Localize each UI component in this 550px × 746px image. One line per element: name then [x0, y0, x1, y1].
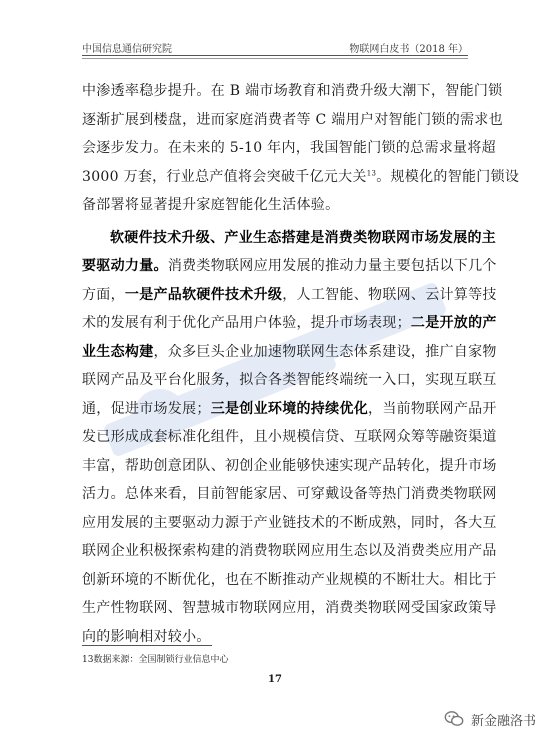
footnote-ref: 13 [366, 168, 377, 177]
para2-text: ，众多巨头企业加速物联网生态体系建设，推广自家物 [153, 343, 497, 360]
wechat-icon [443, 708, 465, 730]
para2-line [82, 281, 497, 310]
para2-text: ，当前物联网产品开 [368, 400, 497, 417]
header-rule-thin [82, 58, 468, 59]
para2-line: 联网企业积极探索构建的消费物联网应用生态以及消费类应用产品 [82, 543, 497, 559]
footnote-rule [82, 645, 212, 646]
para2-text: 方面， [82, 286, 125, 303]
brand-name: 新金融洛书 [470, 713, 536, 729]
para2-text: 术的发展有利于优化产品用户体验，提升市场表现； [82, 315, 411, 331]
para1-line: 备部署将显著提升家庭智能化生活体验。 [82, 197, 340, 213]
para2-heading-line: 软硬件技术升级、产业生态搭建是消费类物联网市场发展的主 [110, 229, 497, 246]
para2-heading-end: 要驱动力量。 [82, 258, 168, 274]
para2-line: 向的影响相对较小。 [82, 628, 211, 645]
header-rule [82, 55, 468, 56]
para2-line: 发已形成成套标准化组件，且小规模信贷、互联网众筹等融资渠道 [82, 429, 497, 445]
header-org: 中国信息通信研究院 [82, 44, 172, 55]
para2-line: 创新环境的不断优化，也在不断推动产业规模的不断壮大。相比于 [82, 571, 497, 588]
para1-text: 。规模化的智能门锁设 [376, 168, 520, 185]
para2-text: 通，促进市场发展； [82, 400, 211, 417]
brand-watermark [443, 708, 536, 730]
para2-line [82, 309, 497, 338]
para2-line [82, 252, 497, 281]
header-doc-title: 物联网白皮书（2018 年） [349, 44, 468, 55]
para1-line: 会逐步发力。在未来的 5-10 年内，我国智能门锁的总需求量将超 [82, 140, 496, 156]
point-three: 三是创业环境的持续优化 [210, 400, 369, 417]
point-one: 一是产品软硬件技术升级 [124, 286, 283, 303]
body-text [82, 77, 520, 651]
para2-line [82, 395, 497, 424]
para2-line: 丰富，帮助创意团队、初创企业能够快速实现产品转化，提升市场 [82, 457, 497, 474]
para2-line: 应用发展的主要驱动力源于产业链技术的不断成熟，同时，各大互 [82, 514, 497, 531]
footnote: 13数据来源：全国制锁行业信息中心 [82, 655, 229, 665]
para2-text: 消费类物联网应用发展的推动力量主要包括以下几个 [167, 258, 497, 274]
para1-line [82, 163, 520, 192]
para2-line: 生产性物联网、智慧城市物联网应用，消费类物联网受国家政策导 [82, 600, 497, 616]
para2-line [82, 338, 497, 367]
para1-line: 逐渐扩展到楼盘，进而家庭消费者等 C 端用户对智能门锁的需求也 [82, 111, 503, 128]
para2-text: ，人工智能、物联网、云计算等技 [282, 286, 497, 303]
point-two-end: 业生态构建 [82, 343, 154, 360]
point-two: 二是开放的产 [410, 315, 497, 331]
para1-line: 中渗透率稳步提升。在 B 端市场教育和消费升级大潮下，智能门锁 [82, 83, 503, 99]
para2-line: 活力。总体来看，目前智能家居、可穿戴设备等热门消费类物联网 [82, 486, 497, 502]
para1-text: 3000 万套，行业总产值将会突破千亿元大关 [82, 168, 367, 185]
para2-line: 联网产品及平台化服务，拟合各类智能终端统一入口，实现互联互 [82, 372, 497, 388]
page-number: 17 [268, 674, 282, 685]
